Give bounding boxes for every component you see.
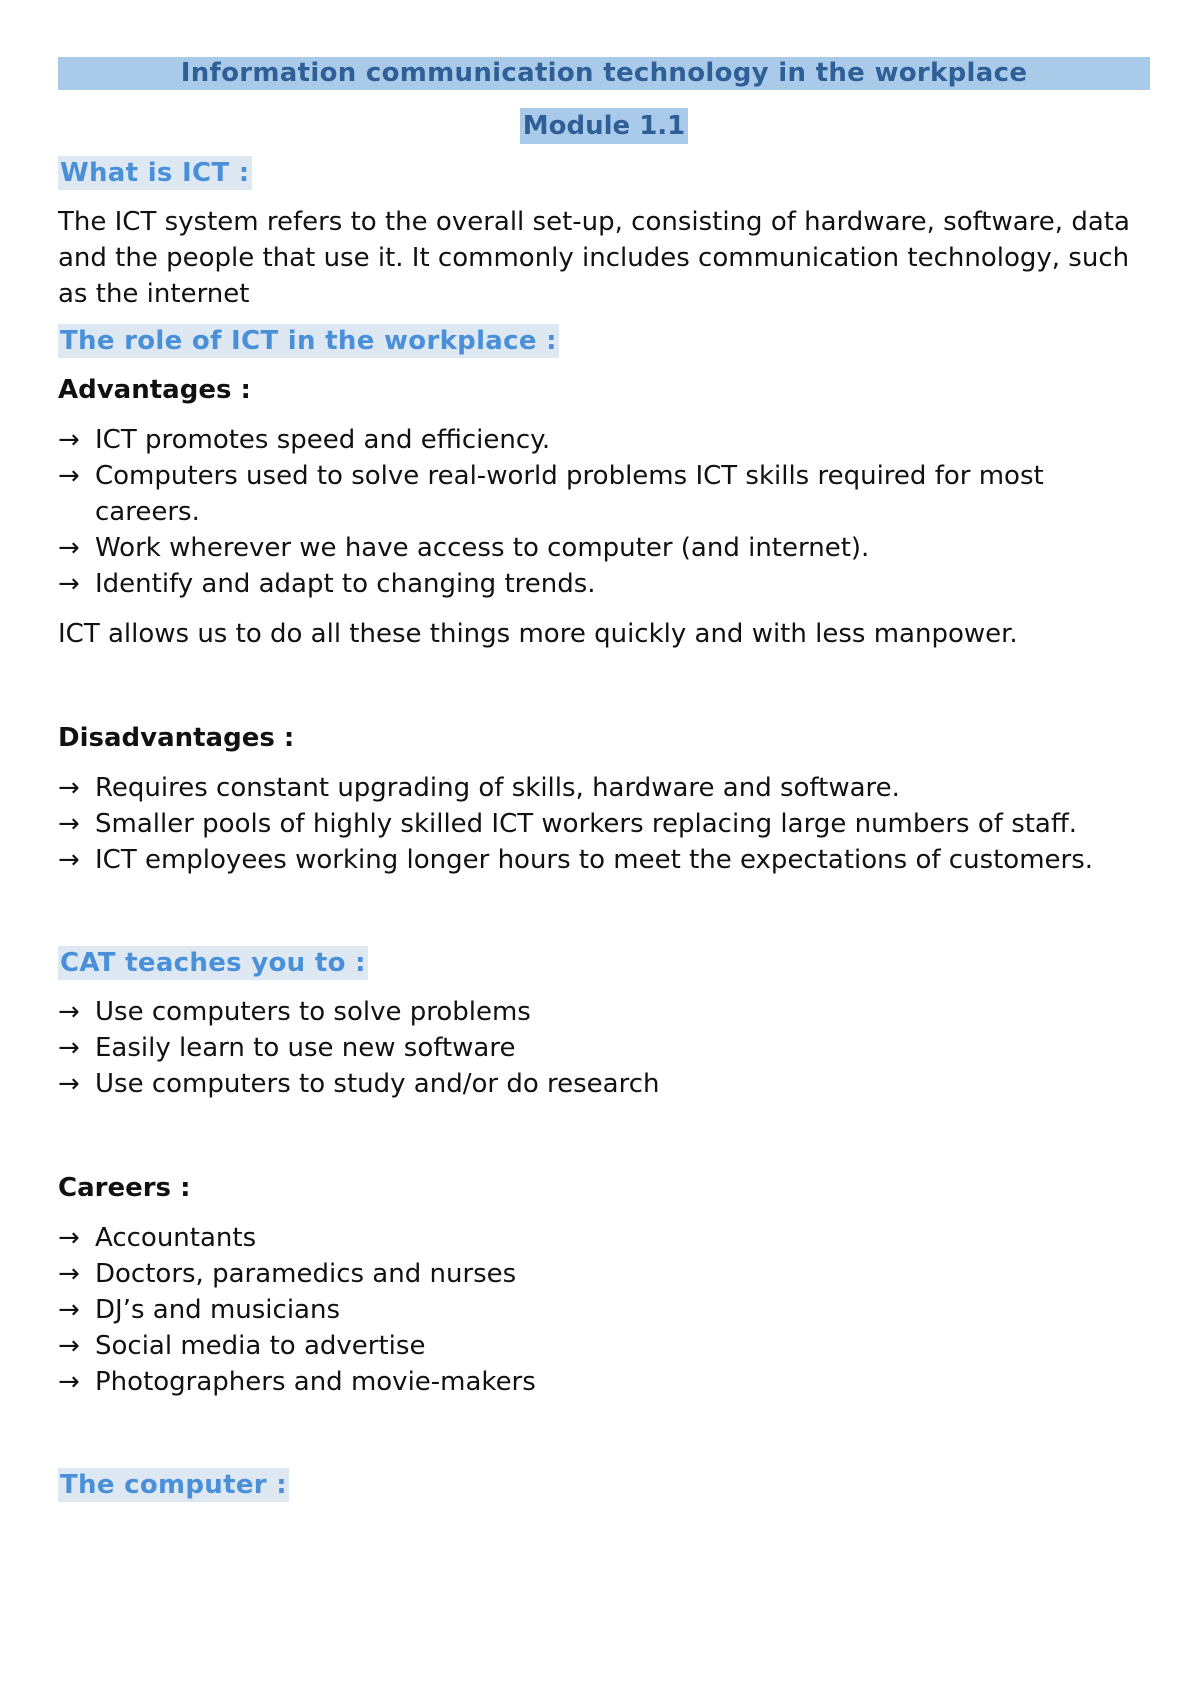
arrow-right-icon: →	[58, 1033, 80, 1063]
list-item: → Easily learn to use new software	[58, 1030, 1150, 1066]
arrow-right-icon: →	[58, 1331, 80, 1361]
list-item: → Accountants	[58, 1220, 1150, 1256]
list-item: → Smaller pools of highly skilled ICT workers replacing large numbers of staff.	[58, 806, 1150, 842]
arrow-right-icon: →	[58, 1295, 80, 1325]
list-item: → Requires constant upgrading of skills, hardware and software.	[58, 770, 1150, 806]
list-item: → ICT employees working longer hours to meet the expectations of customers.	[58, 842, 1150, 878]
arrow-right-icon: →	[58, 425, 80, 455]
careers-list	[58, 1220, 1150, 1400]
disadvantages-heading: Disadvantages :	[58, 723, 295, 753]
list-item: → Doctors, paramedics and nurses	[58, 1256, 1150, 1292]
heading-what-is-ict: What is ICT :	[60, 158, 250, 188]
advantages-list	[58, 422, 1150, 602]
arrow-right-icon: →	[58, 809, 80, 839]
arrow-right-icon: →	[58, 1069, 80, 1099]
arrow-right-icon: →	[58, 773, 80, 803]
arrow-right-icon: →	[58, 533, 80, 563]
list-item: → Computers used to solve real-world problems ICT skills required for most careers.	[58, 458, 1150, 530]
arrow-right-icon: →	[58, 461, 80, 491]
list-item: → ICT promotes speed and efficiency.	[58, 422, 1150, 458]
careers-heading: Careers :	[58, 1173, 191, 1203]
list-item: → Identify and adapt to changing trends.	[58, 566, 1150, 602]
document-title: Information communication technology in the workplace	[58, 57, 1150, 90]
module-label: Module 1.1	[520, 108, 689, 144]
list-item: → DJ’s and musicians	[58, 1292, 1150, 1328]
cat-list	[58, 994, 1150, 1102]
what-is-ict-paragraph: The ICT system refers to the overall set-up, consisting of hardware, software, data and the people that use it. It commonly includes communication technology, such as the internet	[58, 207, 1130, 309]
list-item: → Use computers to solve problems	[58, 994, 1150, 1030]
arrow-right-icon: →	[58, 997, 80, 1027]
advantages-heading: Advantages :	[58, 375, 251, 405]
list-item: → Work wherever we have access to computer (and internet).	[58, 530, 1150, 566]
arrow-right-icon: →	[58, 1259, 80, 1289]
list-item: → Photographers and movie-makers	[58, 1364, 1150, 1400]
heading-role-of-ict: The role of ICT in the workplace :	[60, 326, 557, 356]
heading-cat-teaches: CAT teaches you to :	[60, 948, 366, 978]
arrow-right-icon: →	[58, 569, 80, 599]
list-item: → Social media to advertise	[58, 1328, 1150, 1364]
disadvantages-list	[58, 770, 1150, 878]
arrow-right-icon: →	[58, 1223, 80, 1253]
advantages-summary: ICT allows us to do all these things more quickly and with less manpower.	[58, 619, 1018, 649]
heading-the-computer: The computer :	[60, 1470, 287, 1500]
list-item: → Use computers to study and/or do research	[58, 1066, 1150, 1102]
arrow-right-icon: →	[58, 1367, 80, 1397]
document-page	[58, 57, 1150, 1502]
arrow-right-icon: →	[58, 845, 80, 875]
